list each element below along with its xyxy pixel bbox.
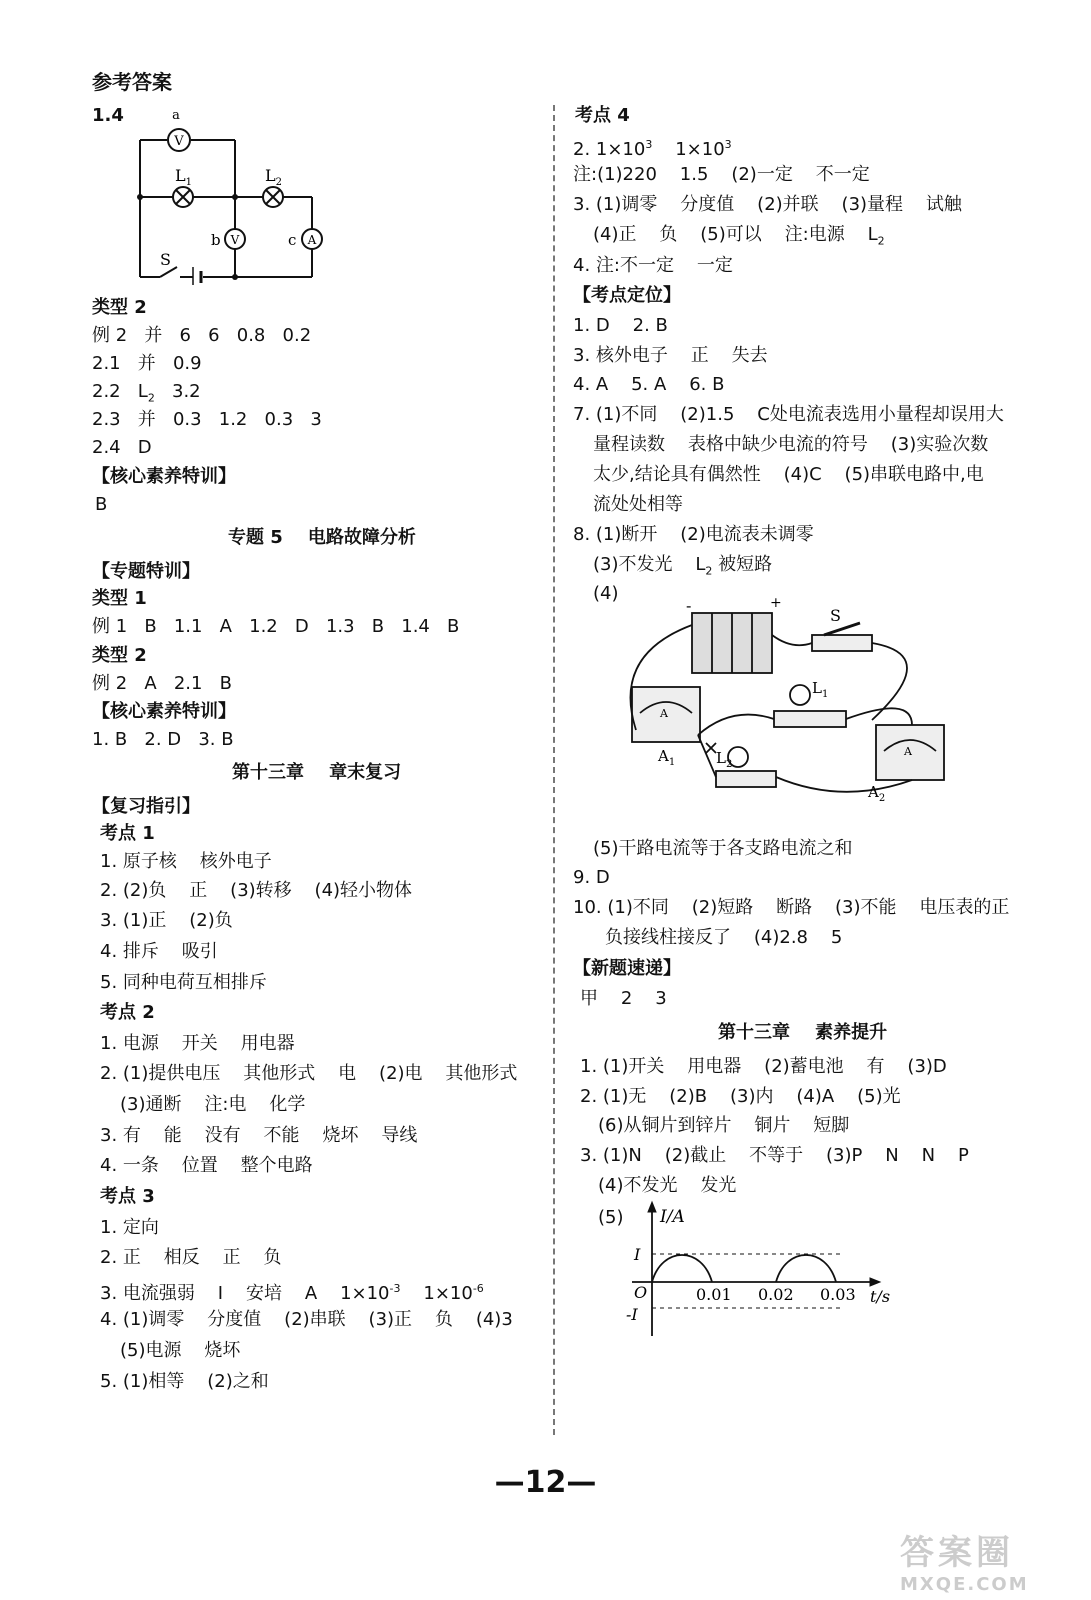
core-answer: B	[95, 494, 108, 515]
type1-heading: 类型 1	[92, 588, 147, 609]
k1-ans4: 4. 排斥 吸引	[100, 941, 218, 962]
r-q7b: 量程读数 表格中缺少电流的符号 (3)实验次数	[593, 434, 989, 455]
k3-ans2: 2. 正 相反 正 负	[100, 1247, 282, 1268]
ans-2-1: 2.1 并 0.9	[92, 353, 202, 374]
chapter13-review-heading: 第十三章 章末复习	[232, 762, 402, 783]
svg-text:-: -	[686, 596, 692, 615]
kaodian-position-heading: 【考点定位】	[573, 285, 681, 306]
new-questions-answer: 甲 2 3	[580, 988, 667, 1009]
y-axis-label: I/A	[660, 1207, 685, 1227]
k2-ans2b: (3)通断 注:电 化学	[120, 1094, 306, 1115]
new-questions-heading: 【新题速递】	[573, 958, 681, 979]
topic5-heading: 专题 5 电路故障分析	[228, 527, 416, 548]
r-q12: 1. D 2. B	[573, 315, 668, 336]
x-tick-002: 0.02	[758, 1285, 794, 1304]
chapter13-improve-heading: 第十三章 素养提升	[718, 1022, 888, 1043]
s-ans3: 3. (1)N (2)截止 不等于 (3)P N N P	[580, 1145, 969, 1166]
label-a: a	[172, 108, 180, 123]
k3-ans3: 3. 电流强弱 I 安培 A $1\times 10^{-3}$ $1\times 10^{-6}$	[100, 1282, 484, 1304]
s-ans1: 1. (1)开关 用电器 (2)蓄电池 有 (3)D	[580, 1056, 947, 1077]
svg-text:A: A	[660, 707, 668, 720]
a1-label: $A_1$	[658, 747, 676, 768]
a2-label: $A_2$	[868, 783, 886, 804]
r-ans2: 2. $1\times 10^3$ $1\times 10^3$	[573, 138, 732, 160]
s-ans3b: (4)不发光 发光	[598, 1175, 737, 1196]
r-ans3b: (4)正 负 (5)可以 注:电源 $L_2$	[593, 224, 885, 248]
type2b-heading: 类型 2	[92, 645, 147, 666]
column-divider	[553, 105, 555, 1435]
core-training2-heading: 【核心素养特训】	[92, 701, 236, 722]
switch-label: S	[830, 606, 841, 625]
k3-ans4: 4. (1)调零 分度值 (2)串联 (3)正 负 (4)3	[100, 1309, 513, 1330]
label-s: S	[160, 250, 171, 269]
r-q456: 4. A 5. A 6. B	[573, 374, 725, 395]
kaodian3-heading: 考点 3	[100, 1186, 155, 1207]
watermark: 答案圈 MXQE.COM	[900, 1533, 1029, 1595]
r-q7d: 流处处相等	[593, 494, 683, 515]
k1-ans5: 5. 同种电荷互相排斥	[100, 972, 267, 993]
label-l1: $L_1$	[175, 166, 192, 188]
svg-text:A: A	[307, 233, 317, 247]
svg-text:+: +	[770, 595, 782, 611]
origin-label: O	[634, 1283, 648, 1302]
y-tick-i: I	[634, 1245, 641, 1264]
r-q8b: (3)不发光 $L_2$ 被短路	[593, 554, 773, 578]
x-tick-003: 0.03	[820, 1285, 856, 1304]
x-axis-label: t/s	[870, 1287, 890, 1306]
k1-ans2: 2. (2)负 正 (3)转移 (4)轻小物体	[100, 880, 413, 901]
s-ans2: 2. (1)无 (2)B (3)内 (4)A (5)光	[580, 1086, 901, 1107]
core-training-heading: 【核心素养特训】	[92, 466, 236, 487]
r-q7a: 7. (1)不同 (2)1.5 C处电流表选用小量程却误用大	[573, 404, 1004, 425]
k3-ans1: 1. 定向	[100, 1217, 159, 1238]
r-q7c: 太少,结论具有偶然性 (4)C (5)串联电路中,电	[593, 464, 984, 485]
kaodian4-heading: 考点 4	[575, 105, 630, 126]
r-ans4: 4. 注:不一定 一定	[573, 255, 733, 276]
answer-1-4: 1.4	[92, 105, 124, 126]
ans-2-4: 2.4 D	[92, 437, 152, 458]
page-number: —12—	[494, 1465, 597, 1500]
r-note1: 注:(1)220 1.5 (2)一定 不一定	[573, 164, 870, 185]
kaodian1-heading: 考点 1	[100, 823, 155, 844]
circuit-diagram	[125, 105, 335, 285]
type2-heading: 类型 2	[92, 297, 147, 318]
label-l2: $L_2$	[265, 166, 282, 188]
k2-ans3: 3. 有 能 没有 不能 烧坏 导线	[100, 1125, 418, 1146]
kaodian2-heading: 考点 2	[100, 1002, 155, 1023]
r-q8d: (5)干路电流等于各支路电流之和	[593, 838, 853, 859]
ex2b-line: 例 2 A 2.1 B	[92, 673, 232, 694]
k1-ans3: 3. (1)正 (2)负	[100, 910, 233, 931]
physical-circuit-diagram	[612, 595, 1032, 820]
k2-ans1: 1. 电源 开关 用电器	[100, 1033, 295, 1054]
ex1-line: 例 1 B 1.1 A 1.2 D 1.3 B 1.4 B	[92, 616, 460, 637]
r-q3: 3. 核外电子 正 失去	[573, 345, 768, 366]
l1-label: $L_1$	[812, 679, 829, 700]
special-training-heading: 【专题特训】	[92, 561, 200, 582]
ans-2-2: 2.2 $L_2$ 3.2	[92, 381, 201, 405]
r-q10a: 10. (1)不同 (2)短路 断路 (3)不能 电压表的正	[573, 897, 1010, 918]
s-ans2b: (6)从铜片到锌片 铜片 短脚	[598, 1115, 850, 1136]
ex2-line: 例 2 并 6 6 0.8 0.2	[92, 325, 312, 346]
k3-ans5: 5. (1)相等 (2)之和	[100, 1371, 269, 1392]
k3-ans4b: (5)电源 烧坏	[120, 1340, 241, 1361]
current-time-graph	[620, 1200, 890, 1342]
y-tick-neg-i: -I	[626, 1305, 638, 1324]
s-ans3c: (5)	[598, 1207, 624, 1228]
page-title: 参考答案	[92, 70, 172, 94]
k1-ans1: 1. 原子核 核外电子	[100, 851, 272, 872]
r-ans3: 3. (1)调零 分度值 (2)并联 (3)量程 试触	[573, 194, 962, 215]
l2-label: $L_2$	[716, 749, 733, 770]
k2-ans2: 2. (1)提供电压 其他形式 电 (2)电 其他形式	[100, 1063, 518, 1084]
review-guide-heading: 【复习指引】	[92, 796, 200, 817]
ans-2-3: 2.3 并 0.3 1.2 0.3 3	[92, 409, 322, 430]
svg-text:V: V	[230, 233, 240, 247]
svg-text:A: A	[904, 745, 912, 758]
label-b: b	[211, 231, 221, 249]
r-q8a: 8. (1)断开 (2)电流表未调零	[573, 524, 814, 545]
label-c: c	[288, 231, 297, 249]
core2-answers: 1. B 2. D 3. B	[92, 729, 234, 750]
x-tick-001: 0.01	[696, 1285, 732, 1304]
v-label: V	[174, 134, 184, 149]
k2-ans4: 4. 一条 位置 整个电路	[100, 1155, 313, 1176]
r-q9: 9. D	[573, 867, 610, 888]
r-q8c: (4)	[593, 583, 619, 604]
r-q10b: 负接线柱接反了 (4)2.8 5	[605, 927, 843, 948]
